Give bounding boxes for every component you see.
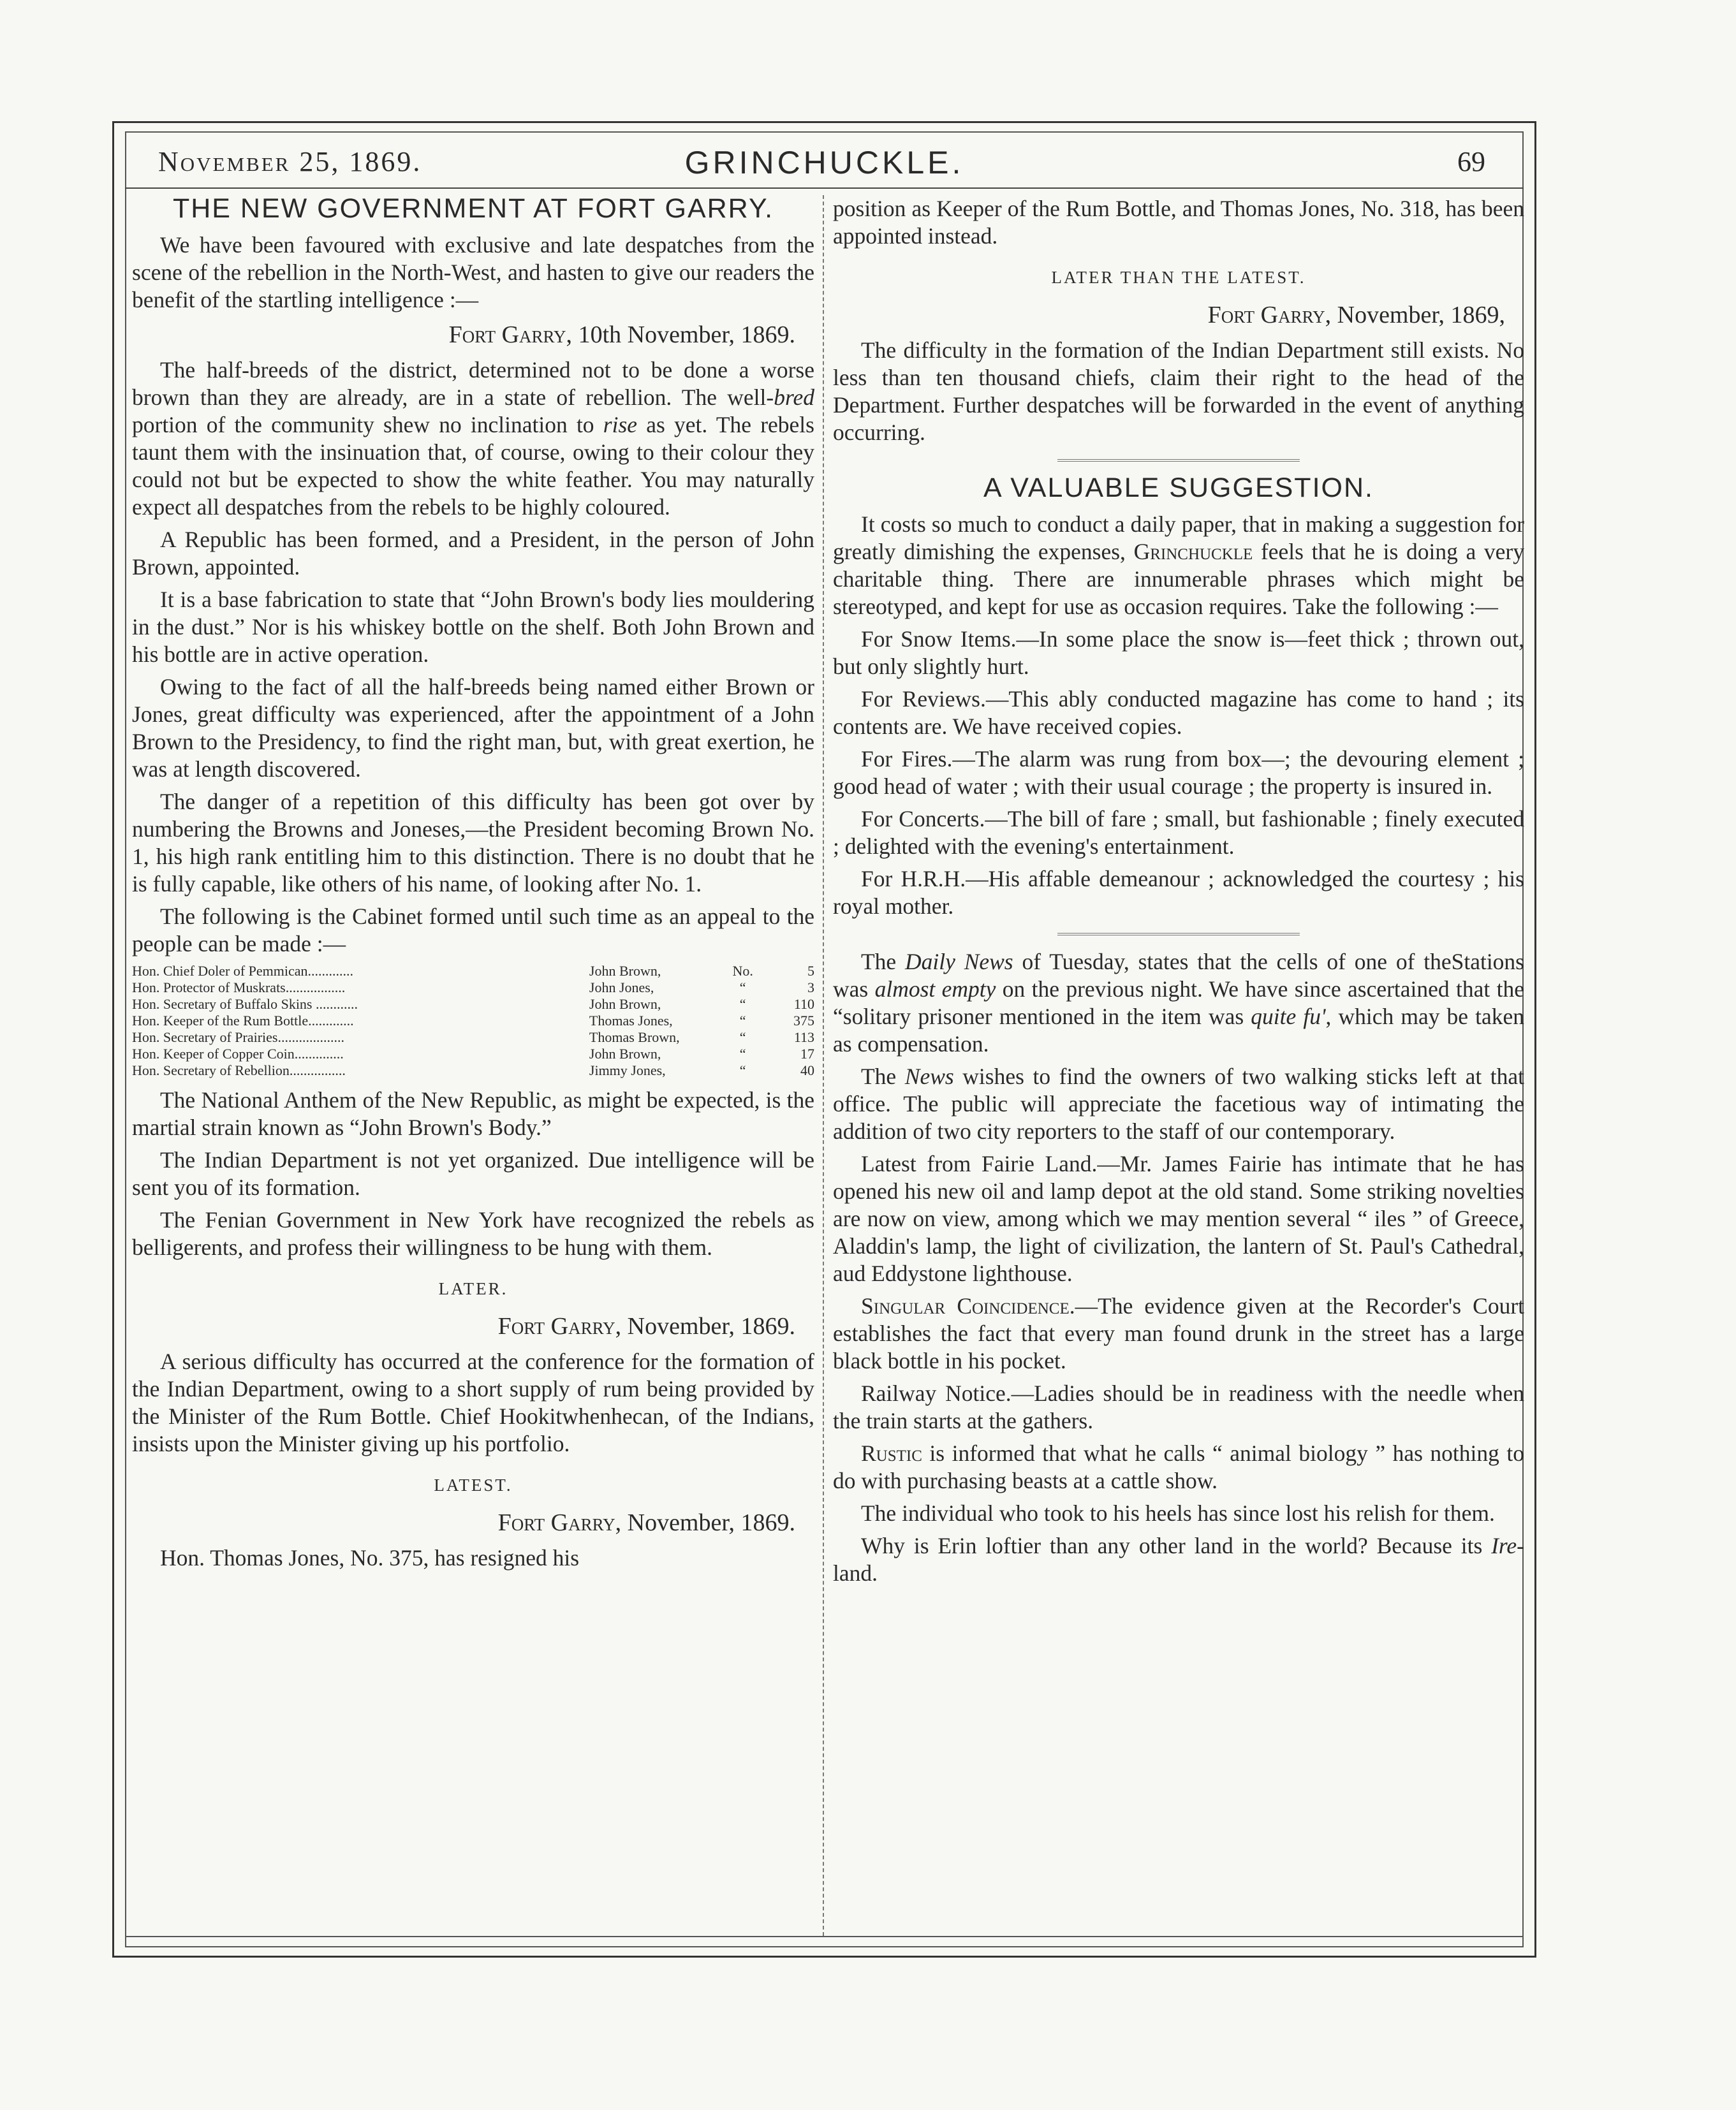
paragraph: For Snow Items.—In some place the snow is—feet thick ; thrown out, but only slightly hurt. (833, 626, 1524, 679)
section-rule (1057, 933, 1300, 935)
cabinet-table (132, 963, 814, 1079)
cabinet-office-cell: Hon. Secretary of Prairies................... (132, 1029, 344, 1045)
cabinet-name-cell: Thomas Jones, (589, 1013, 673, 1029)
paragraph: The individual who took to his heels has since lost his relish for them. (861, 1500, 1495, 1526)
section-subhead: LATER THAN THE LATEST. (1051, 268, 1306, 287)
section-subhead: LATEST. (434, 1476, 513, 1495)
italic-run: Ire (1491, 1533, 1517, 1558)
paragraph: The difficulty in the formation of the Indian Department still exists. No less than ten thousand chiefs, claim their right to the head of the Department. Further despatches will be forwarded in the event of anything occurring. (833, 337, 1524, 445)
italic-run: News (904, 1064, 954, 1089)
dateline-date: November, 1869. (621, 1509, 795, 1536)
text-run: , which may be taken as compensation. (833, 1004, 1524, 1057)
issue-date: November 25, 1869. (158, 146, 422, 177)
cabinet-office-cell: Hon. Secretary of Buffalo Skins ............ (132, 996, 358, 1012)
paragraph: For Reviews.—This ably conducted magazine has come to hand ; its contents are. We have received copies. (833, 686, 1524, 739)
text-run: It costs so much to conduct a daily paper, that in making a suggestion for greatly dimishing the expenses, (833, 511, 1524, 564)
paragraph: It is a base fabrication to state that “John Brown's body lies mouldering in the dust.” Nor is his whiskey bottle on the shelf. Both John Brown and his bottle are in active operation. (132, 587, 814, 667)
text-run: -land. (833, 1533, 1524, 1586)
cabinet-no-cell: “ (739, 1029, 746, 1045)
cabinet-office-cell: Hon. Keeper of Copper Coin.............. (132, 1046, 344, 1062)
paragraph (132, 356, 814, 521)
column-divider (823, 195, 824, 1936)
text-run: The (861, 1064, 905, 1089)
cabinet-no-cell: “ (739, 1062, 746, 1078)
cabinet-row (132, 996, 814, 1013)
paragraph: The danger of a repetition of this difficulty has been got over by numbering the Browns and Joneses,—the President becoming Brown No. 1, his high rank entitling him to this distinction. There is no doubt that he is fully capable, like others of his name, of looking after No. 1. (132, 789, 814, 897)
cabinet-row (132, 963, 814, 979)
dateline (833, 302, 1505, 329)
text-run: of Tuesday, states that the cells of one of theStations was (833, 949, 1524, 1002)
cabinet-no-cell: “ (739, 996, 746, 1012)
dateline-place: Fort Garry, (448, 321, 573, 348)
text-run: The (861, 949, 906, 974)
italic-run: bred (774, 385, 814, 410)
italic-run: Daily News (905, 949, 1013, 974)
cabinet-no-cell: “ (739, 1013, 746, 1029)
cabinet-number-cell: 110 (793, 996, 814, 1012)
dateline (132, 1509, 795, 1537)
text-run: The half-breeds of the district, determined not to be done a worse brown than they are already, are in a state of rebellion. The well- (132, 357, 814, 410)
paragraph (833, 948, 1524, 1058)
paragraph: The Indian Department is not yet organized. Due intelligence will be sent you of its formation. (132, 1147, 814, 1200)
cabinet-name-cell: Jimmy Jones, (589, 1062, 666, 1078)
paragraph: Owing to the fact of all the half-breeds being named either Brown or Jones, great difficulty was experienced, after the appointment of a John Brown to the Presidency, to find the right man, but, with great exertion, he was at length discovered. (132, 674, 814, 782)
text-run: Why is Erin loftier than any other land in the world? Because its (861, 1533, 1492, 1558)
small-caps-run: Rustic (861, 1440, 922, 1466)
dateline (132, 321, 795, 349)
cabinet-number-cell: 113 (793, 1029, 814, 1045)
cabinet-no-cell: No. (732, 963, 753, 979)
cabinet-row (132, 1013, 814, 1029)
left-column (132, 195, 814, 1577)
cabinet-number-cell: 40 (800, 1062, 814, 1078)
publication-title: GRINCHUCKLE. (684, 145, 964, 180)
cabinet-no-cell: “ (739, 979, 746, 995)
text-run: is informed that what he calls “ animal biology ” has nothing to do with purchasing beasts at a cattle show. (833, 1440, 1524, 1493)
article-headline: A VALUABLE SUGGESTION. (983, 473, 1374, 503)
cabinet-name-cell: John Brown, (589, 963, 661, 979)
text-run: on the previous night. We have since ascertained that the “solitary prisoner mentioned in the item was (833, 976, 1524, 1029)
paragraph: Latest from Fairie Land.—Mr. James Fairie has intimate that he has opened his new oil and lamp depot at the old stand. Some striking novelties are now on view, among which we may mention several “ iles ” of Greece, Aladdin's lamp, the light of civilization, the lantern of St. Paul's Cathedral, aud Eddystone lighthouse. (833, 1151, 1524, 1286)
cabinet-office-cell: Hon. Keeper of the Rum Bottle............. (132, 1013, 354, 1029)
paragraph (833, 1063, 1524, 1145)
dateline-place: Fort Garry, (497, 1509, 622, 1536)
cabinet-office-cell: Hon. Secretary of Rebellion................ (132, 1062, 346, 1078)
right-column (833, 195, 1524, 1592)
text-run: as yet. The rebels taunt them with the insinuation that, of course, owing to their colour they could not but be expected to show the white feather. You may naturally expect all despatches from the rebels to be highly coloured. (132, 412, 814, 520)
italic-run: almost empty (874, 976, 996, 1002)
cabinet-name-cell: John Jones, (589, 979, 654, 995)
bottom-rule (125, 1936, 1524, 1937)
cabinet-row (132, 1029, 814, 1046)
cabinet-name-cell: Thomas Brown, (589, 1029, 680, 1045)
paragraph (833, 1440, 1524, 1495)
paragraph: The following is the Cabinet formed until such time as an appeal to the people can be made :— (132, 904, 814, 956)
paragraph: Hon. Thomas Jones, No. 375, has resigned his (160, 1545, 580, 1571)
paragraph: The Fenian Government in New York have recognized the rebels as belligerents, and profess their willingness to be hung with them. (132, 1207, 814, 1260)
cabinet-no-cell: “ (739, 1046, 746, 1062)
paragraph: For Concerts.—The bill of fare ; small, but fashionable ; finely executed ; delighted with the evening's entertainment. (833, 806, 1524, 859)
cabinet-office-cell: Hon. Protector of Muskrats................. (132, 979, 346, 995)
cabinet-number-cell: 3 (807, 979, 814, 995)
text-run: feels that he is doing a very charitable thing. There are innumerable phrases which might be stereotyped, and kept for use as occasion requires. Take the following :— (833, 539, 1524, 619)
small-caps-run: Singular Coincidence. (861, 1293, 1075, 1319)
paragraph: For H.R.H.—His affable demeanour ; acknowledged the courtesy ; his royal mother. (833, 866, 1524, 919)
article-headline: THE NEW GOVERNMENT AT FORT GARRY. (172, 193, 774, 224)
continued-paragraph: position as Keeper of the Rum Bottle, and Thomas Jones, No. 318, has been appointed instead. (833, 196, 1524, 249)
cabinet-row (132, 979, 814, 996)
dateline (132, 1313, 795, 1340)
dateline-date: 10th November, 1869. (572, 321, 795, 348)
section-rule (1057, 459, 1300, 462)
italic-run: rise (603, 412, 638, 437)
dateline-place: Fort Garry, (497, 1313, 622, 1340)
paragraph: A serious difficulty has occurred at the conference for the formation of the Indian Department, owing to a short supply of rum being provided by the Minister of the Rum Bottle. Chief Hookitwhenhecan, of the Indians, insists upon the Minister giving up his portfolio. (132, 1349, 814, 1456)
cabinet-row (132, 1062, 814, 1079)
cabinet-number-cell: 5 (807, 963, 814, 979)
paragraph (833, 511, 1524, 620)
cabinet-office-cell: Hon. Chief Doler of Pemmican............. (132, 963, 354, 979)
paragraph: A Republic has been formed, and a President, in the person of John Brown, appointed. (132, 527, 814, 580)
paragraph: Railway Notice.—Ladies should be in readiness with the needle when the train starts at the gathers. (833, 1381, 1524, 1433)
dateline-date: November, 1869, (1331, 302, 1505, 328)
page-number: 69 (1457, 146, 1485, 177)
italic-run: quite fu' (1251, 1004, 1326, 1029)
cabinet-row (132, 1046, 814, 1062)
paragraph: The National Anthem of the New Republic, as might be expected, is the martial strain known as “John Brown's Body.” (132, 1087, 814, 1140)
intro-paragraph: We have been favoured with exclusive and late despatches from the scene of the rebellion in the North-West, and hasten to give our readers the benefit of the startling intelligence :— (132, 232, 814, 312)
cabinet-name-cell: John Brown, (589, 996, 661, 1012)
text-run: —The evidence given at the Recorder's Court establishes the fact that every man found drunk in the street has a large black bottle in his pocket. (833, 1293, 1525, 1374)
dateline-date: November, 1869. (621, 1313, 795, 1340)
paragraph (833, 1532, 1524, 1587)
cabinet-number-cell: 17 (800, 1046, 814, 1062)
small-caps-run: Grinchuckle (1133, 539, 1253, 564)
paragraph (833, 1293, 1524, 1375)
text-run: portion of the community shew no inclination to (132, 412, 603, 437)
cabinet-number-cell: 375 (793, 1013, 814, 1029)
cabinet-name-cell: John Brown, (589, 1046, 661, 1062)
paragraph: For Fires.—The alarm was rung from box—; the devouring element ; good head of water ; with their usual courage ; the property is insured in. (833, 746, 1524, 799)
dateline-place: Fort Garry, (1207, 302, 1332, 328)
text-run: wishes to find the owners of two walking sticks left at that office. The public will appreciate the facetious way of intimating the addition of two city reporters to the staff of our contemporary. (833, 1064, 1524, 1144)
page-header (125, 131, 1524, 189)
section-subhead: LATER. (438, 1279, 508, 1298)
